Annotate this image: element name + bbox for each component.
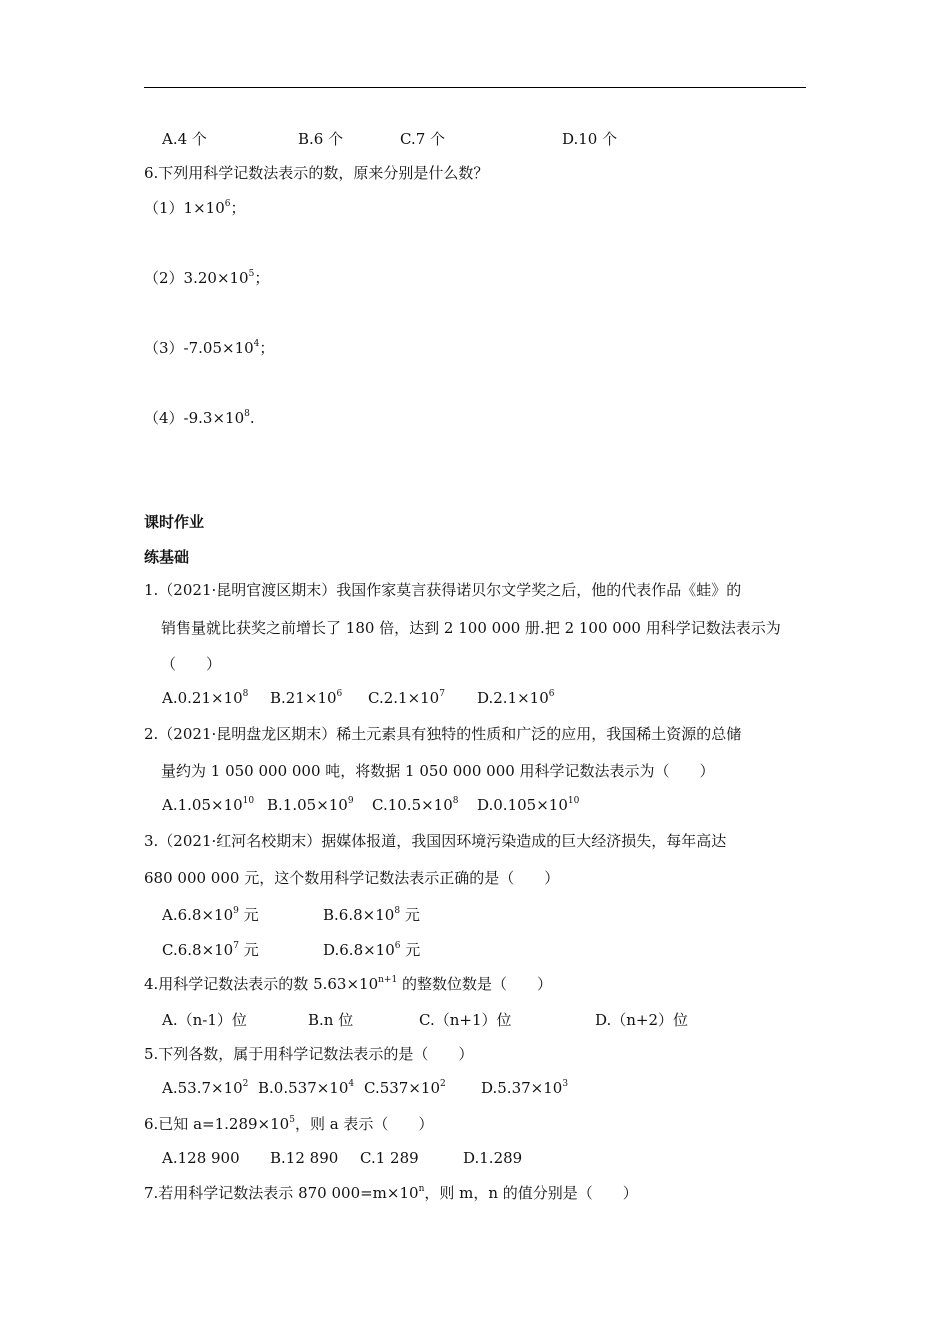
q2-option-b: $B.1.05\times 10^9$ (267, 796, 354, 814)
q5-option-b: $B.0.537\times 10^4$ (258, 1079, 355, 1097)
q3-option-c: $C.6.8\times 10^7$ 元 (162, 941, 259, 959)
q1-option-d: $D.2.1\times 10^6$ (477, 689, 555, 707)
q5-stem: 5.下列各数，属于用科学记数法表示的是（ ） (144, 1045, 474, 1063)
q1-line-2: 销售量就比获奖之前增长了 180 倍，达到 2 100 000 册.把 2 100 000 用科学记数法表示为 (161, 619, 781, 637)
q4-option-b: B.n 位 (308, 1011, 354, 1029)
q6-item-1: $(1)1\times 10^6$； (144, 199, 246, 217)
q2-option-c: $C.10.5\times 10^8$ (372, 796, 459, 814)
section-title: 课时作业 (144, 513, 205, 531)
prev-option-d: D.10 个 (562, 130, 618, 148)
q2-option-a: $A.1.05\times 10^{10}$ (162, 796, 255, 814)
q3-line-2: 680 000 000 元，这个数用科学记数法表示正确的是（ ） (144, 869, 560, 887)
q6-item-3: $(3)-7.05\times 10^4$； (144, 339, 275, 357)
q7-stem: 7.若用科学记数法表示 870 $000=m\times 10^n$，则 m，n 的值分别是（ ） (144, 1184, 638, 1202)
q6b-option-d: D.1.289 (463, 1149, 523, 1167)
q1-line-3: （ ） (161, 655, 222, 673)
q6b-option-a: A.128 900 (162, 1149, 240, 1167)
q5-option-d: $D.5.37\times 10^3$ (481, 1079, 569, 1097)
prev-option-b: B.6 个 (298, 130, 344, 148)
subsection-title: 练基础 (144, 548, 190, 566)
q1-option-b: $B.21\times 10^6$ (270, 689, 343, 707)
q3-line-1: 3.（2021·红河名校期末）据媒体报道，我国因环境污染造成的巨大经济损失，每年高达 (144, 832, 727, 850)
q4-stem: 4.用科学记数法表示的数 $5.63\times 10^{n+1}$ 的整数位数是（ ） (144, 975, 552, 993)
q1-line-1: 1.（2021·昆明官渡区期末）我国作家莫言获得诺贝尔文学奖之后，他的代表作品《蛙》的 (144, 581, 742, 599)
q6-item-2: $(2)3.20\times 10^5$； (144, 269, 270, 287)
q3-option-b: $B.6.8\times 10^8$ 元 (323, 906, 420, 924)
q4-option-c: C.（n+1）位 (419, 1011, 512, 1029)
q6-item-4: $(4)-9.3\times 10^8$. (144, 409, 255, 427)
q4-option-d: D.（n+2）位 (595, 1011, 689, 1029)
q5-option-c: $C.537\times 10^2$ (364, 1079, 446, 1097)
prev-option-a: A.4 个 (162, 130, 207, 148)
q2-line-2: 量约为 1 050 000 000 吨，将数据 1 050 000 000 用科学记数法表示为（ ） (161, 762, 715, 780)
q6b-option-b: B.12 890 (270, 1149, 339, 1167)
prev-option-c: C.7 个 (400, 130, 446, 148)
q6b-option-c: C.1 289 (360, 1149, 419, 1167)
header-rule (144, 87, 806, 88)
q3-option-d: $D.6.8\times 10^6$ 元 (323, 941, 421, 959)
q4-option-a: A.（n-1）位 (162, 1011, 247, 1029)
q2-line-1: 2.（2021·昆明盘龙区期末）稀土元素具有独特的性质和广泛的应用，我国稀土资源的总储 (144, 725, 742, 743)
q6b-stem: 6.已知 $a=1.289\times 10^5$，则 a 表示（ ） (144, 1115, 434, 1133)
q1-option-c: $C.2.1\times 10^7$ (368, 689, 445, 707)
q5-option-a: $A.53.7\times 10^2$ (162, 1079, 249, 1097)
q6-stem: 6.下列用科学记数法表示的数，原来分别是什么数？ (144, 164, 489, 182)
q3-option-a: $A.6.8\times 10^9$ 元 (162, 906, 259, 924)
q1-option-a: $A.0.21\times 10^8$ (162, 689, 249, 707)
q2-option-d: $D.0.105\times 10^{10}$ (477, 796, 580, 814)
